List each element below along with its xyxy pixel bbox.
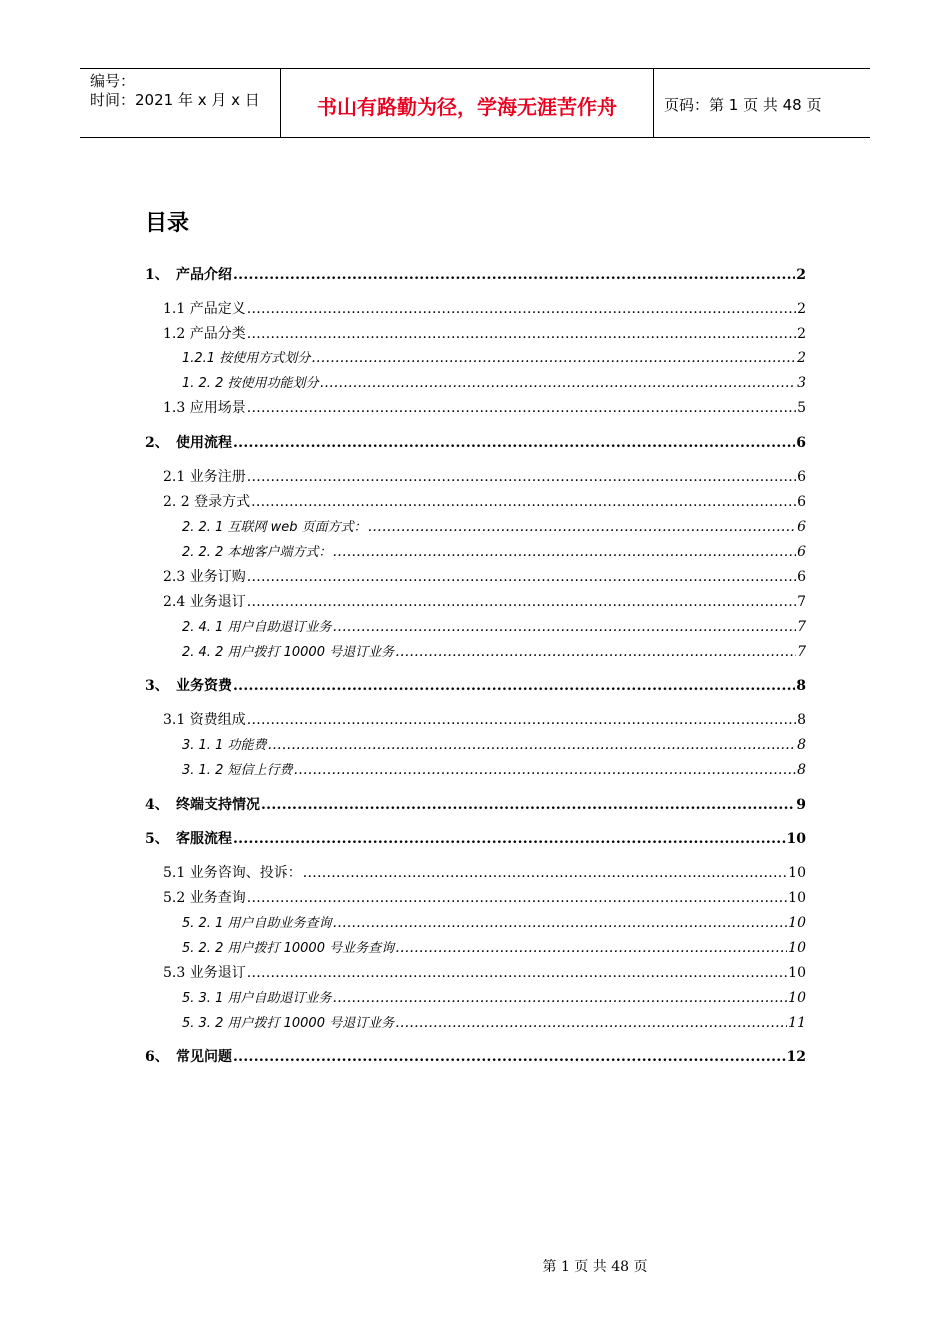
dot-leader — [247, 469, 796, 485]
toc-entry-page: 2 — [797, 326, 806, 342]
toc-entry-page: 10 — [788, 890, 806, 906]
toc-entry-page: 11 — [788, 1015, 806, 1031]
toc-entry-text: 2. 4. 2 用户拨打 10000 号退订业务 — [182, 645, 395, 660]
toc-entry-2-4-2[interactable] — [182, 641, 806, 660]
dot-leader — [395, 644, 796, 660]
toc-entry-text: 1.3 应用场景 — [163, 400, 246, 416]
toc-entry-2-1[interactable] — [163, 466, 806, 486]
toc-entry-text: 5. 2. 1 用户自助业务查询 — [182, 916, 332, 931]
toc-entry-text: 5.3 业务退订 — [163, 965, 246, 981]
toc-entry-1-3[interactable] — [163, 397, 806, 417]
toc-entry-2-2-2[interactable] — [182, 541, 806, 560]
dot-leader — [247, 890, 787, 906]
dot-leader — [233, 267, 795, 283]
toc-entry-text: 5. 2. 2 用户拨打 10000 号业务查询 — [182, 941, 395, 956]
toc-entry-page: 10 — [788, 940, 806, 956]
toc-entry-text: 2.1 业务注册 — [163, 469, 246, 485]
dot-leader — [233, 831, 786, 847]
header-page-info: 页码：第 1 页 共 48 页 — [664, 95, 822, 114]
toc-entry-page: 10 — [788, 865, 806, 881]
header-left-cell — [80, 69, 281, 137]
toc-entry-page: 10 — [788, 965, 806, 981]
toc-entry-6[interactable] — [145, 1046, 806, 1066]
toc-entry-number: 2、 — [145, 435, 169, 451]
toc-entry-page: 8 — [796, 678, 806, 694]
dot-leader — [233, 678, 795, 694]
dot-leader — [247, 712, 796, 728]
toc-entry-2[interactable] — [145, 432, 806, 452]
toc-entry-page: 3 — [797, 375, 806, 391]
toc-entry-page: 9 — [796, 797, 806, 813]
dot-leader — [247, 400, 796, 416]
document-time-label: 时间：2021 年 x 月 x 日 — [90, 91, 260, 109]
dot-leader — [395, 1015, 787, 1031]
toc-entry-page: 6 — [796, 435, 806, 451]
toc-entry-text: 2. 2. 1 互联网 web 页面方式： — [182, 520, 367, 535]
dot-leader — [261, 797, 795, 813]
dot-leader — [293, 762, 796, 778]
toc-entry-text: 2.4 业务退订 — [163, 594, 246, 610]
toc-entry-3-1[interactable] — [163, 709, 806, 729]
toc-entry-5-2[interactable] — [163, 887, 806, 907]
toc-entry-number: 6、 — [145, 1049, 169, 1065]
toc-entry-5-3-1[interactable] — [182, 987, 806, 1006]
toc-entry-text: 1.1 产品定义 — [163, 301, 246, 317]
dot-leader — [247, 569, 796, 585]
toc-entry-2-2[interactable] — [163, 491, 806, 511]
toc-entry-text: 1.2 产品分类 — [163, 326, 246, 342]
toc-entry-text: 终端支持情况 — [176, 797, 260, 813]
toc-entry-page: 8 — [797, 762, 806, 778]
toc-title: 目录 — [145, 211, 190, 236]
toc-entry-1-1[interactable] — [163, 298, 806, 318]
toc-entry-3-1-1[interactable] — [182, 734, 806, 753]
toc-entry-text: 5.1 业务咨询、投诉： — [163, 865, 302, 881]
toc-entry-text: 产品介绍 — [176, 267, 232, 283]
toc-entry-text: 2.3 业务订购 — [163, 569, 246, 585]
toc-entry-text: 常见问题 — [176, 1049, 232, 1065]
dot-leader — [233, 435, 795, 451]
toc-entry-text: 5.2 业务查询 — [163, 890, 246, 906]
toc-entry-page: 6 — [797, 569, 806, 585]
toc-entry-text: 3. 1. 1 功能费 — [182, 738, 267, 753]
page-header — [80, 68, 870, 138]
toc-entry-2-3[interactable] — [163, 566, 806, 586]
dot-leader — [368, 519, 796, 535]
toc-entry-1-2[interactable] — [163, 323, 806, 343]
header-motto: 书山有路勤为径，学海无涯苦作舟 — [281, 69, 654, 137]
toc-entry-text: 2. 2. 2 本地客户端方式： — [182, 545, 332, 560]
toc-entry-page: 6 — [797, 544, 806, 560]
toc-entry-page: 12 — [786, 1049, 806, 1065]
toc-entry-page: 5 — [797, 400, 806, 416]
dot-leader — [251, 494, 796, 510]
dot-leader — [247, 301, 796, 317]
toc-entry-number: 5、 — [145, 831, 169, 847]
toc-entry-text: 客服流程 — [176, 831, 232, 847]
toc-entry-text: 3.1 资费组成 — [163, 712, 246, 728]
dot-leader — [311, 350, 796, 366]
page-footer: 第 1 页 共 48 页 — [542, 1259, 648, 1275]
dot-leader — [303, 865, 787, 881]
toc-entry-5-2-2[interactable] — [182, 937, 806, 956]
toc-entry-5[interactable] — [145, 828, 806, 848]
toc-entry-3[interactable] — [145, 675, 806, 695]
toc-entry-page: 10 — [788, 990, 806, 1006]
toc-entry-text: 使用流程 — [176, 435, 232, 451]
toc-entry-page: 6 — [797, 469, 806, 485]
toc-entry-page: 2 — [797, 350, 806, 366]
toc-entry-1[interactable] — [145, 264, 806, 284]
toc-entry-2-2-1[interactable] — [182, 516, 806, 535]
toc-entry-text: 3. 1. 2 短信上行费 — [182, 763, 293, 778]
toc-entry-number: 1、 — [145, 267, 169, 283]
toc-entry-page: 6 — [797, 519, 806, 535]
toc-entry-page: 2 — [797, 301, 806, 317]
toc-entry-page: 7 — [797, 619, 806, 635]
toc-entry-5-3-2[interactable] — [182, 1012, 806, 1031]
dot-leader — [332, 619, 796, 635]
toc-entry-2-4[interactable] — [163, 591, 806, 611]
toc-entry-text: 2. 2 登录方式 — [163, 494, 251, 510]
toc-entry-5-2-1[interactable] — [182, 912, 806, 931]
toc-entry-1-2-1[interactable] — [182, 347, 806, 366]
dot-leader — [332, 990, 787, 1006]
toc-entry-text: 5. 3. 2 用户拨打 10000 号退订业务 — [182, 1016, 395, 1031]
toc-entry-text: 业务资费 — [176, 678, 232, 694]
dot-leader — [332, 915, 787, 931]
toc-entry-5-3[interactable] — [163, 962, 806, 982]
toc-entry-page: 2 — [796, 267, 806, 283]
toc-entry-1-2-2[interactable] — [182, 372, 806, 391]
toc-entry-number: 4、 — [145, 797, 169, 813]
dot-leader — [267, 737, 796, 753]
toc-entry-page: 8 — [797, 712, 806, 728]
toc-entry-5-1[interactable] — [163, 862, 806, 882]
toc-entry-text: 1.2.1 按使用方式划分 — [182, 351, 311, 366]
toc-entry-number: 3、 — [145, 678, 169, 694]
toc-entry-text: 1. 2. 2 按使用功能划分 — [182, 376, 319, 391]
document-number-label: 编号： — [90, 72, 136, 90]
toc-entry-3-1-2[interactable] — [182, 759, 806, 778]
dot-leader — [247, 594, 796, 610]
toc-entry-page: 10 — [786, 831, 806, 847]
toc-entry-page: 8 — [797, 737, 806, 753]
toc-entry-text: 2. 4. 1 用户自助退订业务 — [182, 620, 332, 635]
dot-leader — [247, 965, 787, 981]
toc-entry-2-4-1[interactable] — [182, 616, 806, 635]
toc-entry-page: 6 — [797, 494, 806, 510]
toc-entry-4[interactable] — [145, 794, 806, 814]
dot-leader — [395, 940, 787, 956]
dot-leader — [247, 326, 796, 342]
dot-leader — [233, 1049, 786, 1065]
dot-leader — [319, 375, 796, 391]
toc-entry-page: 7 — [797, 644, 806, 660]
dot-leader — [332, 544, 796, 560]
toc-entry-text: 5. 3. 1 用户自助退订业务 — [182, 991, 332, 1006]
toc-entry-page: 7 — [797, 594, 806, 610]
toc-entry-page: 10 — [788, 915, 806, 931]
